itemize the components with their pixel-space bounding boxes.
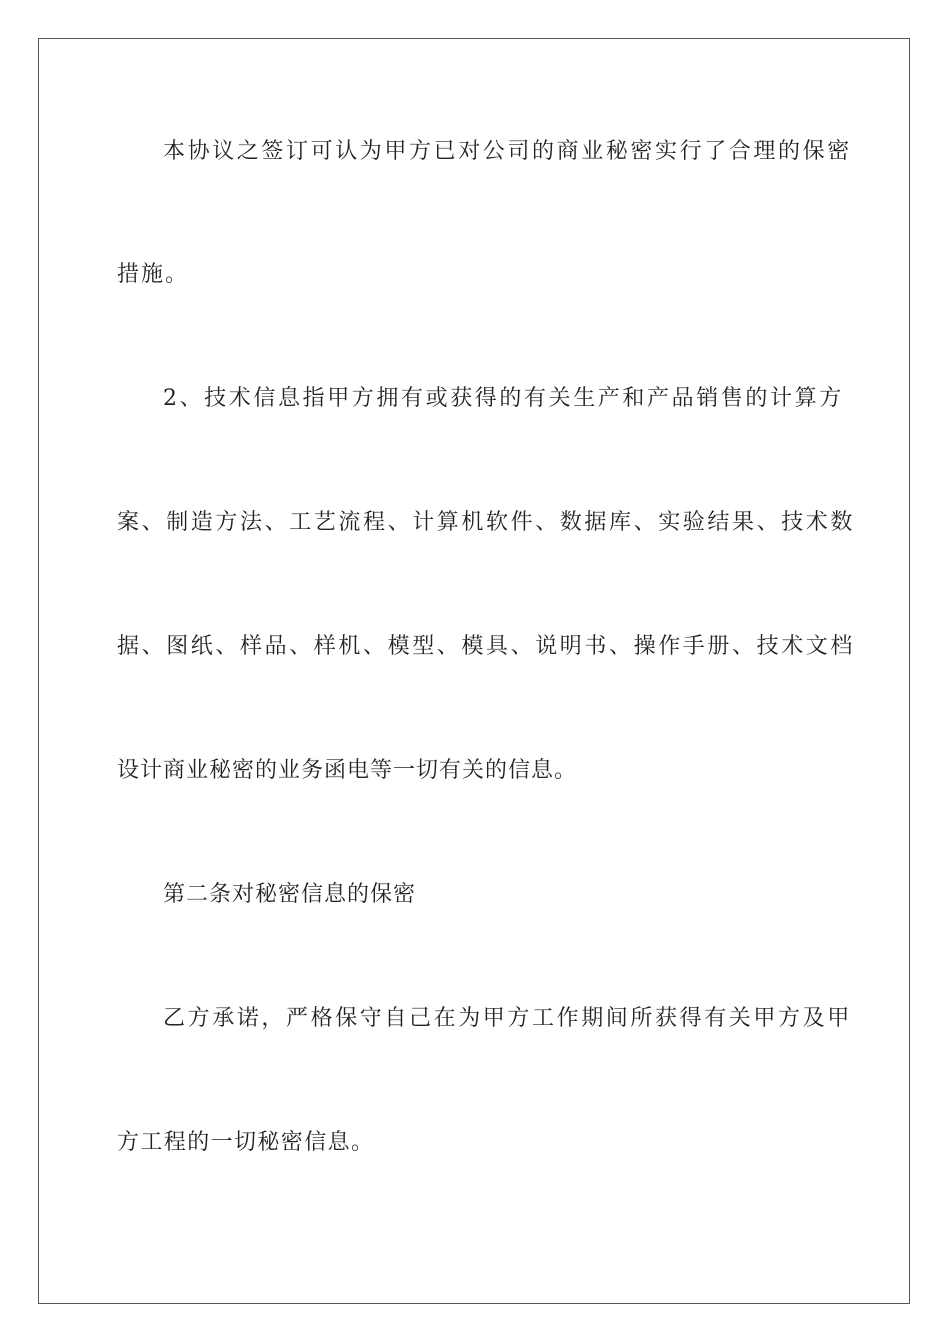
paragraph-line-5: 据、图纸、样品、样机、模型、模具、说明书、操作手册、技术文档: [117, 634, 856, 659]
paragraph-line-1: 本协议之签订可认为甲方已对公司的商业秘密实行了合理的保密: [163, 139, 852, 164]
paragraph-line-3: 2、技术信息指甲方拥有或获得的有关生产和产品销售的计算方: [163, 386, 844, 411]
paragraph-line-6: 设计商业秘密的业务函电等一切有关的信息。: [117, 758, 578, 783]
paragraph-line-8: 乙方承诺，严格保守自己在为甲方工作期间所获得有关甲方及甲: [163, 1006, 852, 1031]
page-frame: [38, 38, 910, 1304]
paragraph-line-2: 措施。: [117, 262, 190, 287]
paragraph-line-9: 方工程的一切秘密信息。: [117, 1130, 375, 1155]
paragraph-line-4: 案、制造方法、工艺流程、计算机软件、数据库、实验结果、技术数: [117, 510, 856, 535]
section-heading: 第二条对秘密信息的保密: [163, 882, 417, 907]
